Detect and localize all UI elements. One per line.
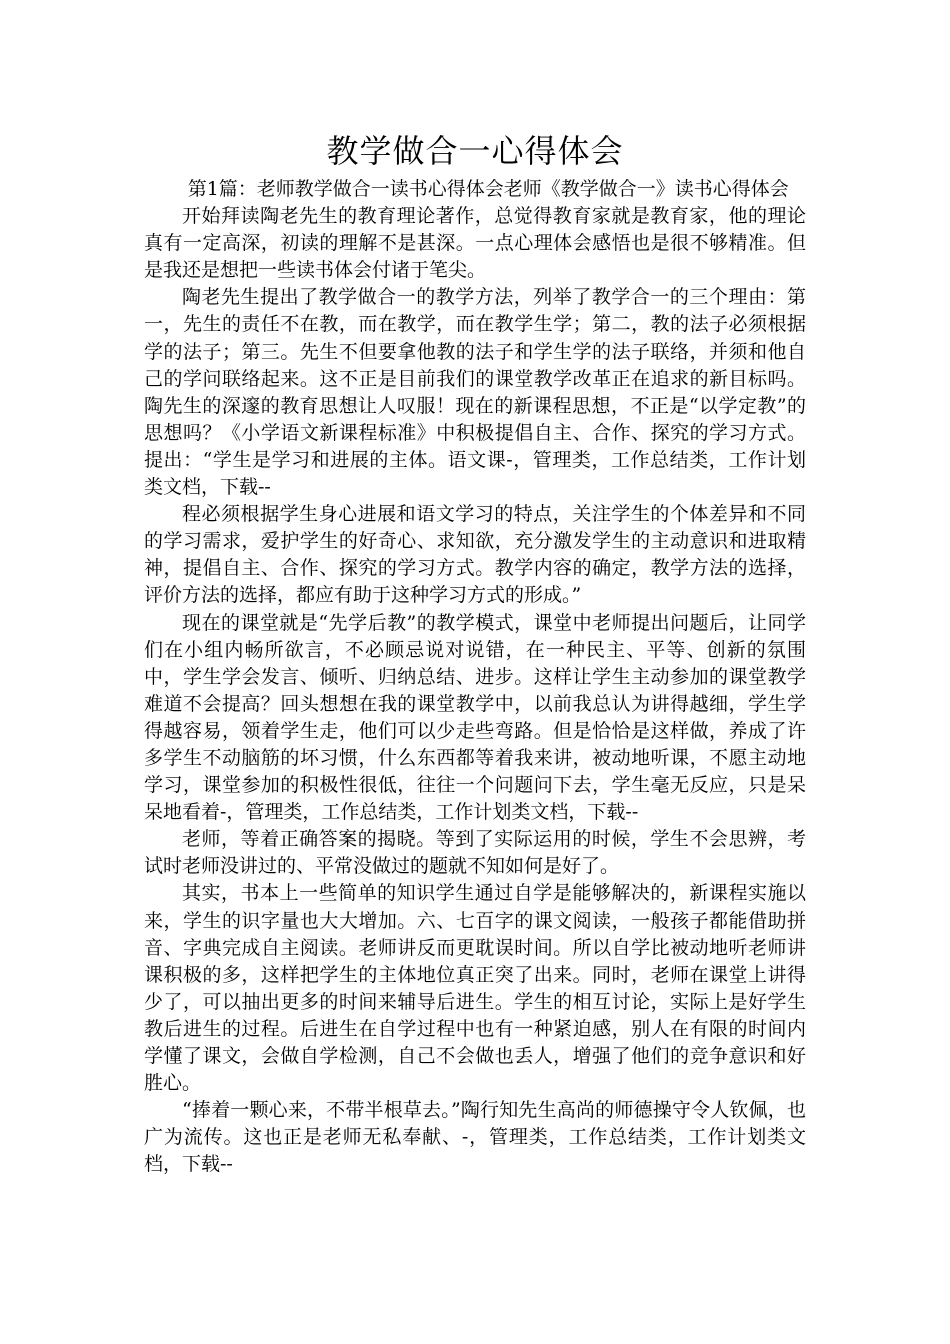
- paragraph: “捧着一颗心来，不带半根草去。”陶行知先生高尚的师德操守令人钦佩，也广为流传。这也正是老师无私奉献、-，管理类，工作总结类，工作计划类文档，下载--: [144, 1099, 806, 1176]
- document-page: [144, 128, 806, 1178]
- paragraph: 老师，等着正确答案的揭晓。等到了实际运用的时候，学生不会思辨，考试时老师没讲过的、平常没做过的题就不知如何是好了。: [144, 828, 806, 878]
- paragraph: 现在的课堂就是“先学后教”的教学模式，课堂中老师提出问题后，让同学们在小组内畅所欲言，不必顾忌说对说错，在一种民主、平等、创新的氛围中，学生学会发言、倾听、归纳总结、进步。这样让学生主动参加的课堂教学难道不会提高？回头想想在我的课堂教学中，以前我总认为讲得越细，学生学得越容易，领着学生走，他们可以少走些弯路。但是恰恰是这样做，养成了许多学生不动脑筋的坏习惯，什么东西都等着我来讲，被动地听课，不愿主动地学习，课堂参加的积极性很低，往往一个问题问下去，学生毫无反应，只是呆呆地看着-，管理类，工作总结类，工作计划类文档，下载--: [144, 611, 806, 824]
- paragraph: 陶老先生提出了教学做合一的教学方法，列举了教学合一的三个理由：第一，先生的责任不在教，而在教学，而在教学生学；第二，教的法子必须根据学的法子；第三。先生不但要拿他教的法子和学生学的法子联络，并须和他自己的学问联络起来。这不正是目前我们的课堂教学改革正在追求的新目标吗。陶先生的深邃的教育思想让人叹服！现在的新课程思想，不正是“以学定教”的思想吗？《小学语文新课程标准》中积极提倡自主、合作、探究的学习方式。提出：“学生是学习和进展的主体。语文课-，管理类，工作总结类，工作计划类文档，下载--: [144, 286, 806, 499]
- article-heading: 第1篇：老师教学做合一读书心得体会老师《教学做合一》读书心得体会: [187, 178, 789, 200]
- document-title: 教学做合一心得体会: [326, 132, 624, 170]
- paragraph: 其实，书本上一些简单的知识学生通过自学是能够解决的，新课程实施以来，学生的识字量也大大增加。六、七百字的课文阅读，一般孩子都能借助拼音、字典完成自主阅读。老师讲反而更耽误时间。所以自学比被动地听老师讲课积极的多，这样把学生的主体地位真正突了出来。同时，老师在课堂上讲得少了，可以抽出更多的时间来辅导后进生。学生的相互讨论，实际上是好学生教后进生的过程。后进生在自学过程中也有一种紧迫感，别人在有限的时间内学懂了课文，会做自学检测，自己不会做也丢人，增强了他们的竞争意识和好胜心。: [144, 882, 806, 1095]
- paragraph: 程必须根据学生身心进展和语文学习的特点，关注学生的个体差异和不同的学习需求，爱护学生的好奇心、求知欲，充分激发学生的主动意识和进取精神，提倡自主、合作、探究的学习方式。教学内容的确定，教学方法的选择，评价方法的选择，都应有助于这种学习方式的形成。”: [144, 503, 806, 607]
- paragraph: 开始拜读陶老先生的教育理论著作，总觉得教育家就是教育家，他的理论真有一定高深，初读的理解不是甚深。一点心理体会感悟也是很不够精准。但是我还是想把一些读书体会付诸于笔尖。: [144, 205, 806, 282]
